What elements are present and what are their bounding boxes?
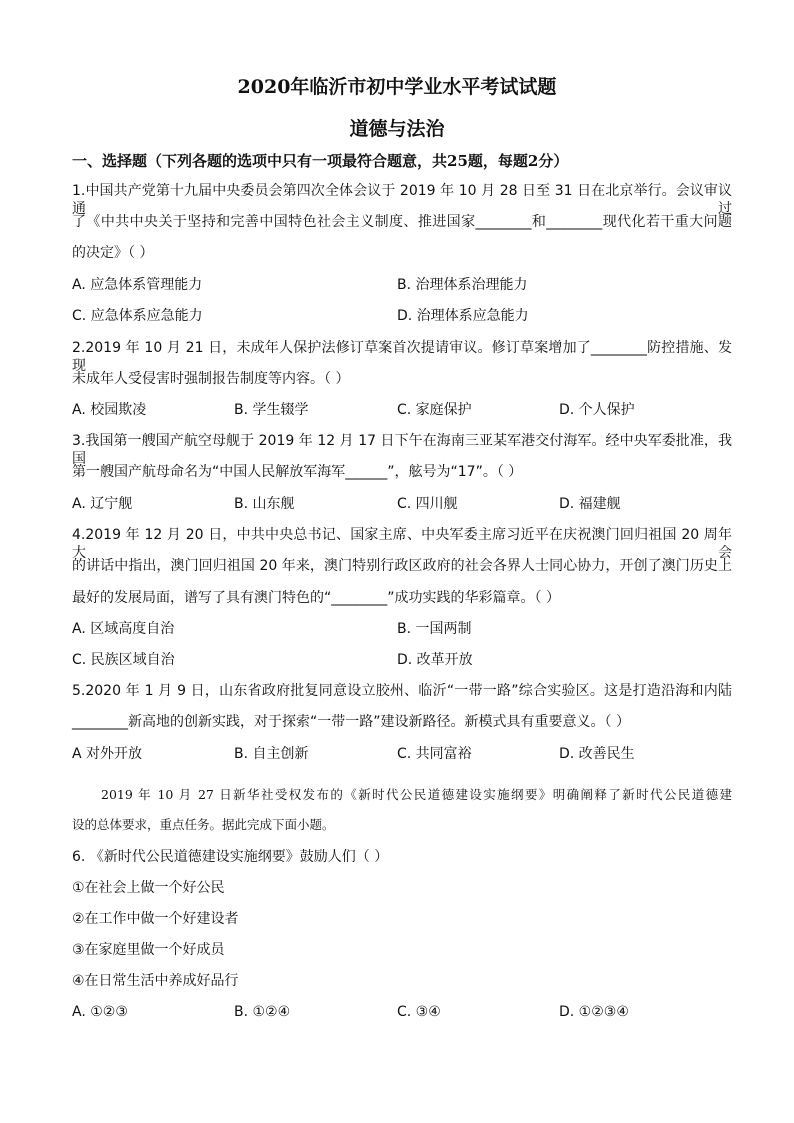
q5-option-a: A 对外开放 <box>72 746 143 762</box>
q1-option-c: C. 应急体系应急能力 <box>72 308 203 324</box>
q5-option-d: D. 改善民生 <box>559 746 635 762</box>
q3-stem-line1: 3.我国第一艘国产航空母舰于 2019 年 12 月 17 日下午在海南三亚某军港交付海军。经中央军委批准，我国 <box>72 433 732 467</box>
q2-option-d: D. 个人保护 <box>559 402 635 418</box>
q5-stem-line1: 5.2020 年 1 月 9 日，山东省政府批复同意设立胶州、临沂“一带一路”综合实验区。这是打造沿海和内陆 <box>72 683 732 699</box>
q4-option-c: C. 民族区域自治 <box>72 652 175 668</box>
q4-option-d: D. 改革开放 <box>397 652 473 668</box>
q6-option-d: D. ①②③④ <box>559 1004 629 1020</box>
q5-option-c: C. 共同富裕 <box>397 746 472 762</box>
q4-stem-line3: 最好的发展局面，谱写了具有澳门特色的“________”成功实践的华彩篇章。（ ） <box>72 590 560 606</box>
q2-option-c: C. 家庭保护 <box>397 402 472 418</box>
q5-option-b: B. 自主创新 <box>234 746 309 762</box>
q1-stem-line2: 了《中共中央关于坚持和完善中国特色社会主义制度、推进国家________和________现代化若干重大问题 <box>72 214 732 230</box>
material-line1: 2019 年 10 月 27 日新华社受权发布的《新时代公民道德建设实施纲要》明确阐释了新时代公民道德建 <box>101 787 732 802</box>
q3-option-c: C. 四川舰 <box>397 496 458 512</box>
q6-option-a: A. ①②③ <box>72 1004 128 1020</box>
exam-title: 2020年临沂市初中学业水平考试试题 <box>237 76 557 98</box>
material-line2: 设的总体要求，重点任务。据此完成下面小题。 <box>72 817 335 832</box>
q1-option-d: D. 治理体系应急能力 <box>397 308 529 324</box>
q2-stem-line1: 2.2019 年 10 月 21 日，未成年人保护法修订草案首次提请审议。修订草案增加了________防控措施、发现 <box>72 340 732 374</box>
section-heading: 一、选择题（下列各题的选项中只有一项最符合题意，共25题，每题2分） <box>72 152 569 170</box>
q3-option-b: B. 山东舰 <box>234 496 295 512</box>
q2-option-a: A. 校园欺凌 <box>72 402 147 418</box>
q1-stem-line1: 1.中国共产党第十九届中央委员会第四次全体会议于 2019 年 10 月 28 日至 31 日在北京举行。会议审议通过 <box>72 183 732 217</box>
q3-stem-line2: 第一艘国产航母命名为“中国人民解放军海军______”，舷号为“17”。（ ） <box>72 464 523 480</box>
q2-option-b: B. 学生辍学 <box>234 402 309 418</box>
exam-subject: 道德与法治 <box>349 118 445 140</box>
q6-statement-1: ①在社会上做一个好公民 <box>72 880 225 896</box>
q1-stem-line3: 的决定》（ ） <box>72 245 154 261</box>
q5-stem-line2: ________新高地的创新实践，对于探索“一带一路”建设新路径。新模式具有重要意义。（ ） <box>72 714 630 730</box>
q2-stem-line2: 未成年人受侵害时强制报告制度等内容。（ ） <box>72 371 350 387</box>
q4-option-a: A. 区域高度自治 <box>72 621 175 637</box>
q6-option-c: C. ③④ <box>397 1004 441 1020</box>
q1-option-a: A. 应急体系管理能力 <box>72 277 203 293</box>
q1-option-b: B. 治理体系治理能力 <box>397 277 528 293</box>
q4-stem-line2: 的讲话中指出，澳门回归祖国 20 年来，澳门特别行政区政府的社会各界人士同心协力，开创了澳门历史上 <box>72 558 732 574</box>
q6-stem: 6. 《新时代公民道德建设实施纲要》鼓励人们（ ） <box>72 849 389 865</box>
q4-stem-line1: 4.2019 年 12 月 20 日，中共中央总书记、国家主席、中央军委主席习近平在庆祝澳门回归祖国 20 周年大会 <box>72 527 732 561</box>
q4-option-b: B. 一国两制 <box>397 621 472 637</box>
q6-statement-4: ④在日常生活中养成好品行 <box>72 973 239 989</box>
q3-option-d: D. 福建舰 <box>559 496 621 512</box>
q3-option-a: A. 辽宁舰 <box>72 496 133 512</box>
q6-statement-3: ③在家庭里做一个好成员 <box>72 942 225 958</box>
q6-option-b: B. ①②④ <box>234 1004 291 1020</box>
q6-statement-2: ②在工作中做一个好建设者 <box>72 911 239 927</box>
